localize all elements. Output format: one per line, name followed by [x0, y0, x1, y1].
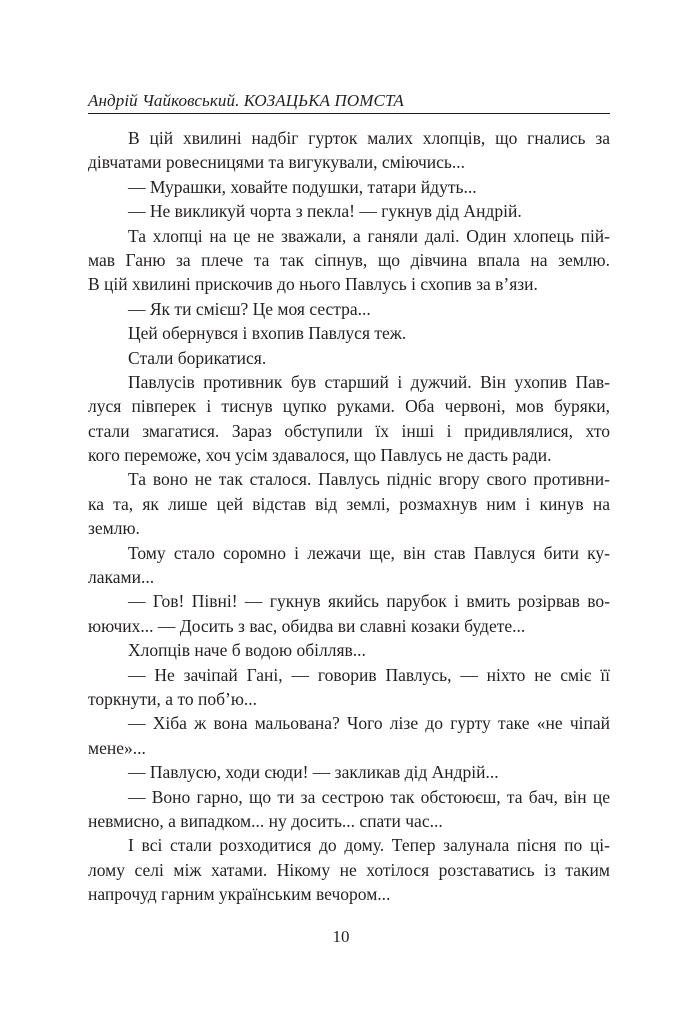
page-number: 10 [332, 927, 350, 946]
text-line: В цій хвилині прискочив до нього Павлусь і схопив за в’язи. [88, 274, 538, 295]
text-line: ка та, як лише цей відстав від землі, розмахнув ним і кинув на [88, 493, 610, 514]
paragraph [88, 711, 610, 760]
text-line: невмисно, а випадком... ну досить... спати час... [88, 810, 443, 831]
text-line: — Павлусю, ходи сюди! — закликав дід Андрій... [128, 762, 499, 783]
text-line: лому селі між хатами. Нікому не хотілося розставатись із таким [88, 859, 610, 880]
text-line: — Хіба ж вона мальована? Чого лізе до гурту таке «не чіпай [128, 713, 610, 734]
header-rule [88, 113, 610, 114]
text-line: луся півперек і тиснув цупко руками. Оба червоні, мов буряки, [88, 396, 610, 417]
text-line: торкнути, а то поб’ю... [88, 688, 258, 709]
text-line: Хлопців наче б водою обілляв... [128, 640, 366, 661]
text-line: — Не зачіпай Гані, — говорив Павлусь, — ніхто не сміє її [128, 664, 610, 685]
paragraph [88, 467, 610, 540]
text-line: Павлусів противник був старший і дужчий. Він ухопив Пав- [128, 371, 610, 392]
text-line: юючих... — Досить з вас, обидва ви славні козаки будете... [88, 615, 526, 636]
text-line: — Мурашки, ховайте подушки, татари йдуть... [128, 176, 477, 197]
paragraph [88, 833, 610, 906]
text-line: — Гов! Півні! — гукнув якийсь парубок і вмить розірвав во- [128, 591, 610, 612]
paragraph [88, 663, 610, 712]
text-line: стали змагатися. Зараз обступили їх інші і придивлялися, хто [88, 420, 610, 441]
text-line: мене»... [88, 737, 146, 758]
text-line: Та воно не так сталося. Павлусь підніс вгору свого противни- [128, 469, 610, 490]
paragraph [88, 785, 610, 834]
text-line: мав Ганю за плече та так сіпнув, що дівчина впала на землю. [88, 249, 610, 270]
paragraph [88, 297, 610, 321]
text-line: — Як ти смієш? Це моя сестра... [128, 298, 371, 319]
text-line: кого переможе, хоч усім здавалося, що Павлусь не дасть ради. [88, 445, 552, 466]
paragraph [88, 760, 610, 784]
paragraph [88, 370, 610, 468]
running-head: Андрій Чайковський. КОЗАЦЬКА ПОМСТА [88, 91, 404, 110]
text-line: лаками... [88, 567, 155, 588]
text-line: Стали борикатися. [128, 347, 267, 368]
text-line: Цей обернувся і вхопив Павлуся теж. [128, 323, 407, 344]
text-line: В цій хвилині надбіг гурток малих хлопців, що гнались за [128, 128, 610, 148]
paragraph [88, 321, 610, 345]
paragraph [88, 126, 610, 175]
paragraph [88, 346, 610, 370]
text-line: — Воно гарно, що ти за сестрою так обстоюєш, та бач, він це [128, 786, 610, 807]
text-line: — Не викликуй чорта з пекла! — гукнув дід Андрій. [128, 201, 522, 222]
paragraph [88, 638, 610, 662]
paragraph [88, 199, 610, 223]
text-line: дівчатами ровесницями та вигукували, сміючись... [88, 152, 466, 173]
paragraph [88, 541, 610, 590]
body-text [88, 126, 610, 907]
text-line: землю. [88, 518, 140, 539]
paragraph [88, 589, 610, 638]
paragraph [88, 175, 610, 199]
text-line: напрочуд гарним українським вечором... [88, 884, 391, 905]
text-line: Тому стало соромно і лежачи ще, він став Павлуся бити ку- [128, 542, 610, 563]
paragraph [88, 224, 610, 297]
text-line: Та хлопці на це не зважали, а ганяли далі. Один хлопець пій- [128, 225, 610, 246]
text-line: І всі стали розходитися до дому. Тепер залунала пісня по ці- [128, 835, 610, 856]
